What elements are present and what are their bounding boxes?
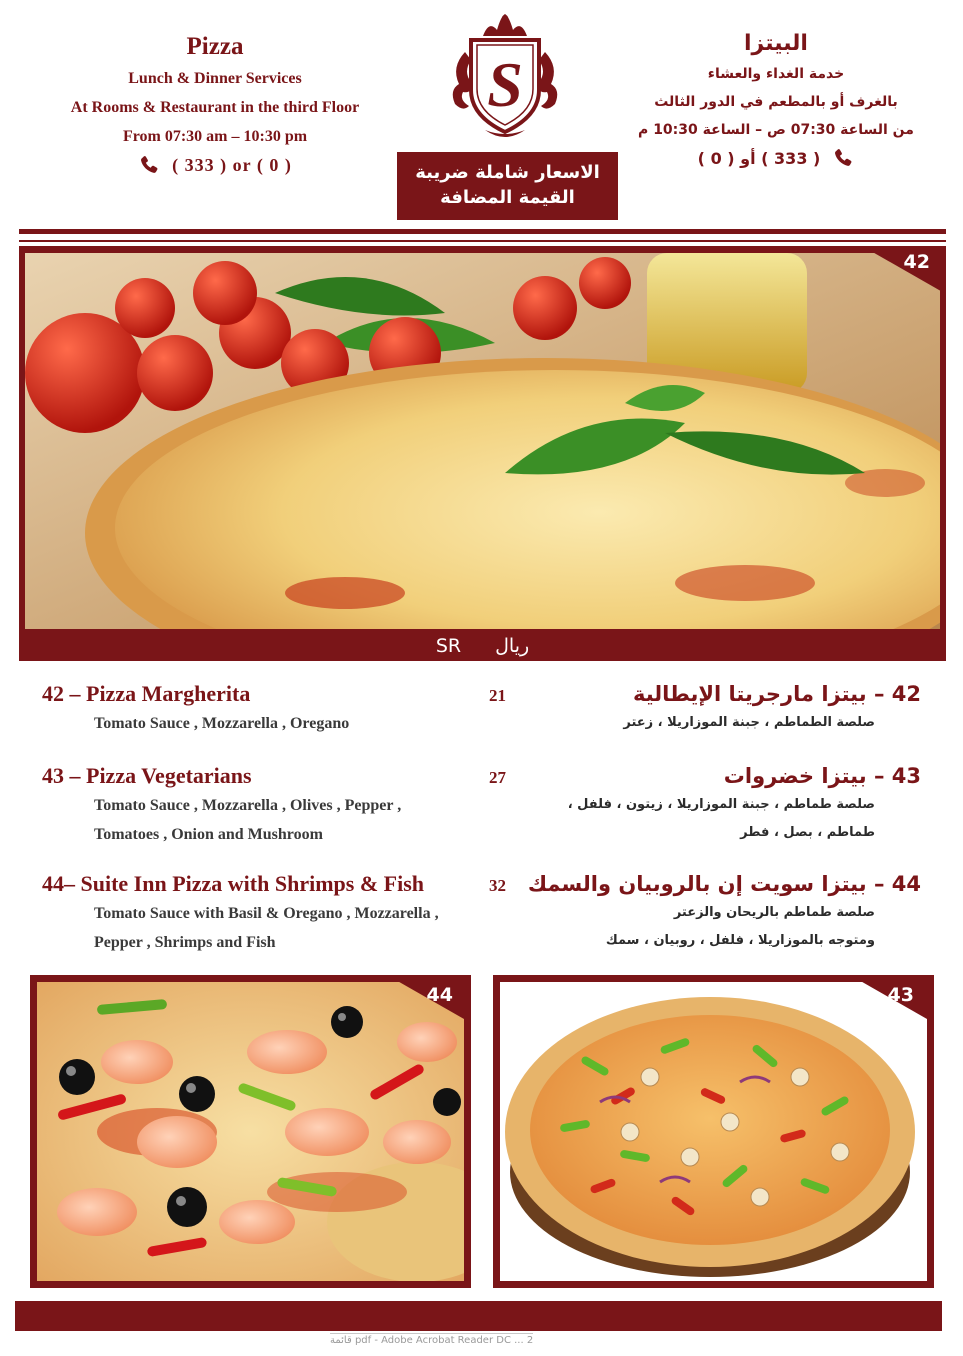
item-name-ar: 44 – بيتزا سويت إن بالروبيان والسمك xyxy=(527,872,921,896)
item-desc-ar: طماطم ، بصل ، فطر xyxy=(740,825,875,840)
item-desc-en: Tomato Sauce , Mozzarella , Oregano xyxy=(94,715,350,732)
hours-en: From 07:30 am – 10:30 pm xyxy=(122,128,308,145)
menu-item-ar xyxy=(501,679,921,737)
margherita-pizza-photo xyxy=(25,253,940,629)
item-desc-en: Tomato Sauce , Mozzarella , Olives , Pepper , xyxy=(94,797,402,814)
header-arabic xyxy=(611,28,941,170)
item-price: 21 xyxy=(489,686,506,705)
menu-item-ar xyxy=(501,869,921,955)
location-en: At Rooms & Restaurant in the third Floor xyxy=(70,99,360,116)
tax-note-line1: الاسعار شاملة ضريبة xyxy=(415,162,600,183)
phone-row-en xyxy=(30,153,400,177)
item-desc-ar: صلصة طماطم ، جبنة الموزاريلا ، زيتون ، فلفل ، xyxy=(567,797,875,812)
viewer-caption: قائمة pdf - Adobe Acrobat Reader DC ... 2 xyxy=(330,1335,534,1346)
menu-item-en xyxy=(42,679,502,738)
phone-icon xyxy=(832,146,854,170)
footer-bar xyxy=(15,1301,942,1331)
item-desc-ar: ومتوجه بالموزاريلا ، فلفل ، روبيان ، سمك xyxy=(605,933,875,948)
menu-title-en: Pizza xyxy=(186,33,244,60)
menu-item-en xyxy=(42,761,502,849)
menu-item-en xyxy=(42,869,512,957)
location-ar: بالغرف أو بالمطعم في الدور الثالث xyxy=(654,94,898,110)
svg-text:S: S xyxy=(487,49,523,120)
item-desc-en: Pepper , Shrimps and Fish xyxy=(94,934,276,951)
item-desc-ar: صلصة طماطم بالريحان والزعتر xyxy=(673,905,875,920)
currency-en: SR xyxy=(435,634,462,657)
seafood-pizza-frame xyxy=(30,975,471,1288)
item-desc-en: Tomatoes , Onion and Mushroom xyxy=(94,826,323,843)
vegetarian-pizza-photo xyxy=(500,982,927,1281)
tax-note-box xyxy=(397,152,618,220)
hero-photo-frame xyxy=(19,246,946,661)
service-en: Lunch & Dinner Services xyxy=(128,70,302,87)
header-english xyxy=(30,30,400,177)
service-ar: خدمة الغداء والعشاء xyxy=(707,66,845,82)
item-name-ar: 43 – بيتزا خضروات xyxy=(723,764,921,788)
item-price: 27 xyxy=(489,768,506,787)
vegetarian-pizza-frame xyxy=(493,975,934,1288)
item-desc-ar: صلصة الطماطم ، جبنة الموزاريلا ، زعتر xyxy=(623,715,875,730)
hero-badge-number: 42 xyxy=(903,251,930,273)
phone-numbers-en: ( 333 ) or ( 0 ) xyxy=(172,154,292,175)
currency-ar: ريال xyxy=(495,634,530,657)
divider-thin xyxy=(19,240,946,242)
phone-icon xyxy=(138,153,160,177)
menu-title-ar: البيتزا xyxy=(744,31,808,56)
item-desc-en: Tomato Sauce with Basil & Oregano , Mozzarella , xyxy=(94,905,439,922)
photo-badge-number: 43 xyxy=(887,984,914,1006)
logo-crest-icon xyxy=(445,12,565,142)
item-name-en: 42 – Pizza Margherita xyxy=(42,681,251,706)
phone-row-ar xyxy=(611,146,941,170)
item-name-en: 44– Suite Inn Pizza with Shrimps & Fish xyxy=(42,871,424,896)
currency-label-row xyxy=(19,630,946,661)
item-price: 32 xyxy=(489,876,506,895)
menu-item-ar xyxy=(501,761,921,847)
hours-ar: من الساعة 07:30 ص – الساعة 10:30 م xyxy=(638,122,914,138)
item-name-ar: 42 – بيتزا مارجريتا الإيطالية xyxy=(632,682,921,706)
item-name-en: 43 – Pizza Vegetarians xyxy=(42,763,252,788)
tax-note-line2: القيمة المضافة xyxy=(440,187,575,208)
divider-thick xyxy=(19,229,946,234)
photo-badge-number: 44 xyxy=(426,984,453,1006)
seafood-pizza-photo xyxy=(37,982,464,1281)
phone-numbers-ar: ( 333 ) أو ( 0 ) xyxy=(697,148,821,168)
